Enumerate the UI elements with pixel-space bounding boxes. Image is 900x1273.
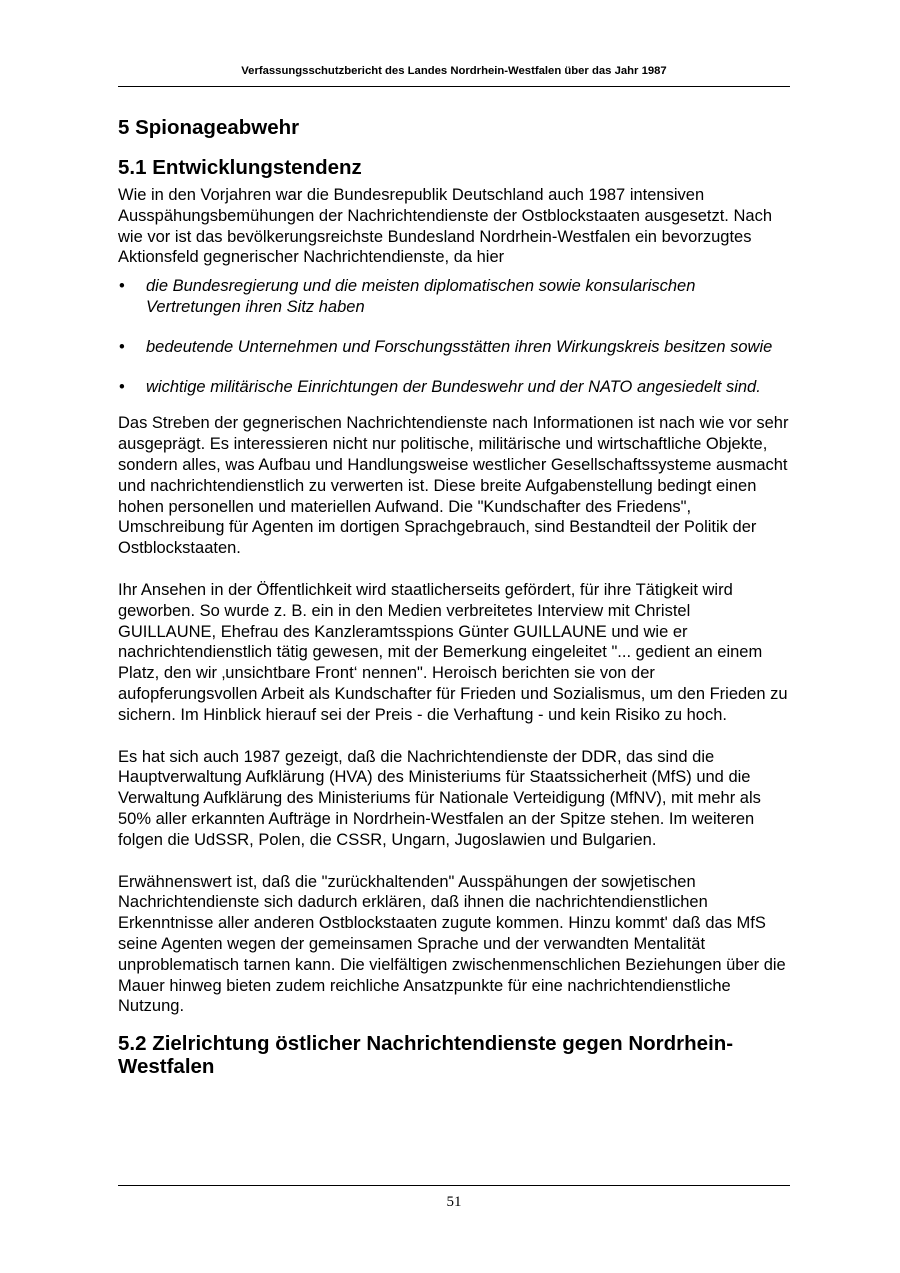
body-paragraph: Erwähnenswert ist, daß die "zurückhaltenden" Ausspähungen der sowjetischen Nachrichtendienste sich dadurch erklären, daß ihnen die nachrichtendienstlichen Erkenntnisse aller anderen Ostblockstaaten zugute kommen. Hinzu kommt' daß das MfS seine Agenten wegen der gemeinsamen Sprache und der verwandten Mentalität unproblematisch tarnen kann. Die vielfältigen zwischenmenschlichen Beziehungen über die Mauer hinweg bieten zudem reichliche Ansatzpunkte für eine nachrichtendienstliche Nutzung. [118,872,786,1016]
body-paragraph: Es hat sich auch 1987 gezeigt, daß die Nachrichtendienste der DDR, das sind die Hauptverwaltung Aufklärung (HVA) des Ministeriums für Staatssicherheit (MfS) und die Verwaltung Aufklärung des Ministeriums für Nationale Verteidigung (MfNV), mit mehr als 50% aller erkannten Aufträge in Nordrhein-Westfalen an der Spitze stehen. Im weiteren folgen die UdSSR, Polen, die CSSR, Ungarn, Jugoslawien und Bulgarien. [118,747,761,849]
bullet-item [118,276,790,318]
footer-divider [118,1185,790,1186]
bullet-icon: • [119,377,125,396]
header-divider [118,86,790,87]
section-title: 5.1 Entwicklungstendenz [118,156,362,179]
bullet-item [118,377,790,398]
intro-paragraph: Wie in den Vorjahren war die Bundesrepublik Deutschland auch 1987 intensiven Ausspähungsbemühungen der Nachrichtendienste der Ostblockstaaten ausgesetzt. Nach wie vor ist das bevölkerungsreichste Bundesland Nordrhein-Westfalen ein bevorzugtes Aktionsfeld gegnerischer Nachrichtendienste, da hier [118,186,772,267]
running-header: Verfassungsschutzbericht des Landes Nordrhein-Westfalen über das Jahr 1987 [241,65,667,77]
bullet-text: wichtige militärische Einrichtungen der Bundeswehr und der NATO angesiedelt sind. [146,377,761,396]
section-title: 5.2 Zielrichtung östlicher Nachrichtendienste gegen Nordrhein-Westfalen [118,1032,734,1079]
chapter-title: 5 Spionageabwehr [118,116,300,139]
bullet-list [118,276,790,397]
bullet-text: die Bundesregierung und die meisten diplomatischen sowie konsularischen Vertretungen ihren Sitz haben [146,277,696,316]
bullet-icon: • [119,277,125,296]
page-body [118,112,790,1078]
bullet-icon: • [119,337,125,356]
body-paragraph: Das Streben der gegnerischen Nachrichtendienste nach Informationen ist nach wie vor sehr ausgeprägt. Es interessieren nicht nur politische, militärische und wirtschaftliche Objekte, sondern alles, was Aufbau und Handlungsweise westlicher Gesellschaftssysteme ausmacht und nachrichtendienstlich zu verwerten ist. Diese breite Aufgabenstellung bedingt einen hohen personellen und materiellen Aufwand. Die "Kundschafter des Friedens", Umschreibung für Agenten im dortigen Sprachgebrauch, sind Bestandteil der Politik der Ostblockstaaten. [118,414,789,558]
page-number: 51 [446,1194,462,1210]
body-paragraph: Ihr Ansehen in der Öffentlichkeit wird staatlicherseits gefördert, für ihre Tätigkeit wird geworben. So wurde z. B. ein in den Medien verbreitetes Interview mit Christel GUILLAUNE, Ehefrau des Kanzleramtsspions Günter GUILLAUNE und wie er nachrichtendienstlich tätig gewesen, mit der Bemerkung eingeleitet "... gedient an einem Platz, den wir ‚unsichtbare Front‘ nennen". Heroisch berichten sie von der aufopferungsvollen Arbeit als Kundschafter für Frieden und Sozialismus, um den Frieden zu sichern. Im Hinblick hierauf sei der Preis - die Verhaftung - und kein Risiko zu hoch. [118,580,788,724]
bullet-text: bedeutende Unternehmen und Forschungsstätten ihren Wirkungskreis besitzen sowie [146,337,773,356]
bullet-item [118,337,790,358]
